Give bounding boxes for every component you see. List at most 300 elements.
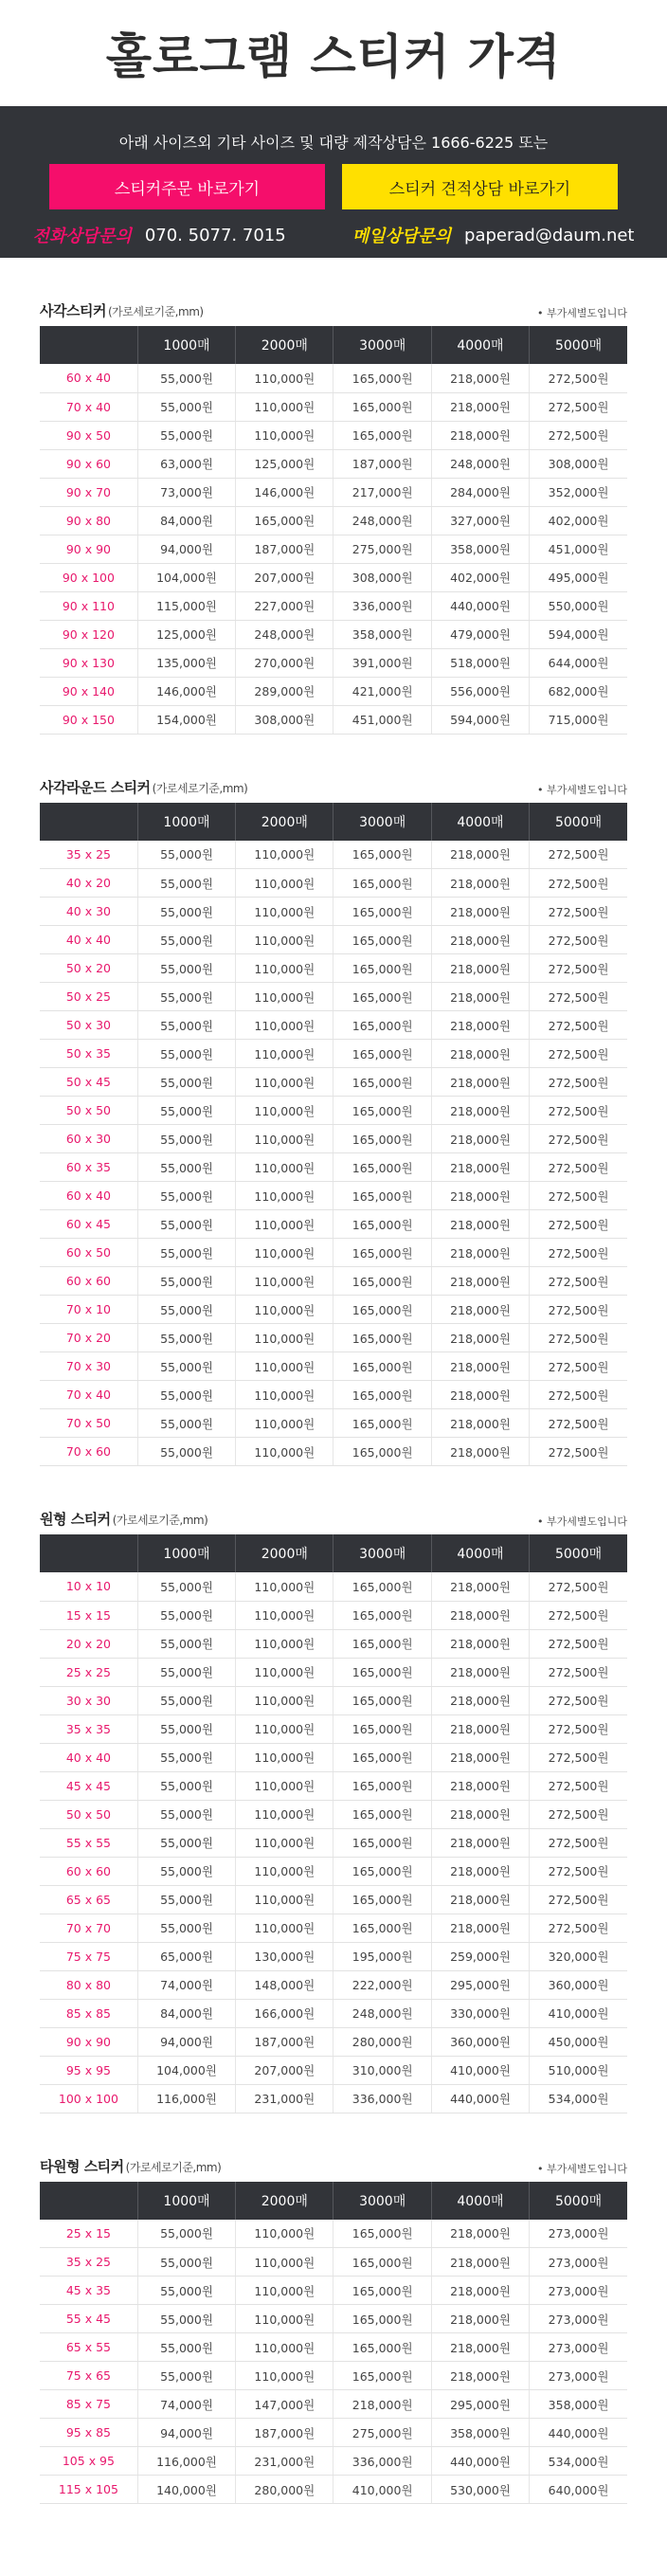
price-cell: 130,000원 xyxy=(236,1942,334,1970)
price-cell: 272,500원 xyxy=(530,1409,627,1438)
price-cell: 110,000원 xyxy=(236,1182,334,1210)
table-header-row xyxy=(40,326,627,364)
table-row xyxy=(40,1381,627,1409)
price-cell: 272,500원 xyxy=(530,1885,627,1914)
table-row xyxy=(40,1097,627,1125)
price-cell: 110,000원 xyxy=(236,898,334,926)
price-cell: 640,000원 xyxy=(530,2476,627,2504)
size-cell: 35 x 25 xyxy=(40,2248,137,2277)
header-cell-size xyxy=(40,326,137,364)
table-row xyxy=(40,1125,627,1153)
price-cell: 55,000원 xyxy=(137,1857,235,1885)
price-cell: 165,000원 xyxy=(334,2305,431,2333)
price-cell: 110,000원 xyxy=(236,1239,334,1267)
price-cell: 218,000원 xyxy=(431,1658,529,1686)
price-cell: 534,000원 xyxy=(530,2447,627,2476)
price-cell: 55,000원 xyxy=(137,1097,235,1125)
header-cell-quantity: 3000매 xyxy=(334,326,431,364)
price-cell: 352,000원 xyxy=(530,478,627,506)
price-cell: 165,000원 xyxy=(334,1182,431,1210)
price-cell: 94,000원 xyxy=(137,2419,235,2447)
price-cell: 165,000원 xyxy=(334,1658,431,1686)
price-cell: 165,000원 xyxy=(334,1153,431,1182)
price-cell: 272,500원 xyxy=(530,421,627,449)
price-cell: 451,000원 xyxy=(334,705,431,734)
price-cell: 165,000원 xyxy=(334,1885,431,1914)
header-cell-quantity: 4000매 xyxy=(431,326,529,364)
price-cell: 272,500원 xyxy=(530,1914,627,1942)
price-cell: 55,000원 xyxy=(137,926,235,954)
size-cell: 50 x 45 xyxy=(40,1068,137,1097)
price-cell: 402,000원 xyxy=(431,563,529,591)
table-row xyxy=(40,2390,627,2419)
price-cell: 410,000원 xyxy=(431,2056,529,2084)
size-cell: 50 x 50 xyxy=(40,1097,137,1125)
price-cell: 55,000원 xyxy=(137,1352,235,1381)
price-cell: 165,000원 xyxy=(334,1068,431,1097)
size-cell: 10 x 10 xyxy=(40,1572,137,1601)
price-cell: 165,000원 xyxy=(334,1239,431,1267)
table-row xyxy=(40,506,627,535)
table-row xyxy=(40,2476,627,2504)
size-cell: 40 x 40 xyxy=(40,926,137,954)
table-row xyxy=(40,1771,627,1800)
price-cell: 336,000원 xyxy=(334,2447,431,2476)
table-row xyxy=(40,954,627,983)
size-cell: 40 x 30 xyxy=(40,898,137,926)
price-cell: 165,000원 xyxy=(334,1828,431,1857)
price-cell: 218,000원 xyxy=(431,954,529,983)
price-cell: 55,000원 xyxy=(137,1771,235,1800)
price-cell: 218,000원 xyxy=(431,1068,529,1097)
price-cell: 272,500원 xyxy=(530,954,627,983)
header-cell-quantity: 3000매 xyxy=(334,1534,431,1572)
size-cell: 60 x 35 xyxy=(40,1153,137,1182)
table-row xyxy=(40,2220,627,2248)
price-cell: 308,000원 xyxy=(236,705,334,734)
price-cell: 358,000원 xyxy=(431,2419,529,2447)
price-cell: 218,000원 xyxy=(431,392,529,421)
price-cell: 110,000원 xyxy=(236,2362,334,2390)
size-cell: 95 x 95 xyxy=(40,2056,137,2084)
email-label: 메일상담문의 xyxy=(352,227,452,246)
price-cell: 110,000원 xyxy=(236,1572,334,1601)
price-cell: 110,000원 xyxy=(236,2333,334,2362)
size-cell: 60 x 60 xyxy=(40,1267,137,1296)
table-row xyxy=(40,1999,627,2027)
price-cell: 55,000원 xyxy=(137,1011,235,1040)
size-cell: 60 x 40 xyxy=(40,364,137,392)
contact-info xyxy=(0,223,667,247)
price-cell: 154,000원 xyxy=(137,705,235,734)
price-cell: 218,000원 xyxy=(431,1040,529,1068)
size-cell: 35 x 25 xyxy=(40,841,137,869)
price-cell: 166,000원 xyxy=(236,1999,334,2027)
size-cell: 35 x 35 xyxy=(40,1714,137,1743)
price-cell: 165,000원 xyxy=(334,1857,431,1885)
price-cell: 55,000원 xyxy=(137,2248,235,2277)
price-cell: 165,000원 xyxy=(334,1714,431,1743)
price-cell: 360,000원 xyxy=(431,2027,529,2056)
price-cell: 272,500원 xyxy=(530,983,627,1011)
price-cell: 110,000원 xyxy=(236,954,334,983)
price-cell: 218,000원 xyxy=(431,1885,529,1914)
price-cell: 110,000원 xyxy=(236,2248,334,2277)
size-cell: 70 x 30 xyxy=(40,1352,137,1381)
price-cell: 327,000원 xyxy=(431,506,529,535)
price-cell: 272,500원 xyxy=(530,1040,627,1068)
price-cell: 55,000원 xyxy=(137,1438,235,1466)
price-section xyxy=(0,1466,667,2113)
price-cell: 218,000원 xyxy=(431,983,529,1011)
table-row xyxy=(40,2333,627,2362)
header-cell-quantity: 4000매 xyxy=(431,1534,529,1572)
table-row xyxy=(40,563,627,591)
size-cell: 65 x 55 xyxy=(40,2333,137,2362)
size-cell: 60 x 30 xyxy=(40,1125,137,1153)
price-cell: 115,000원 xyxy=(137,591,235,620)
table-row xyxy=(40,1914,627,1942)
table-row xyxy=(40,648,627,677)
section-title-text: 원형 스티커 xyxy=(40,1511,111,1528)
price-cell: 272,500원 xyxy=(530,1771,627,1800)
size-cell: 20 x 20 xyxy=(40,1629,137,1658)
price-cell: 410,000원 xyxy=(530,1999,627,2027)
vat-note: • 부가세별도입니다 xyxy=(537,783,627,796)
price-cell: 55,000원 xyxy=(137,2333,235,2362)
price-cell: 272,500원 xyxy=(530,1210,627,1239)
header-cell-quantity: 2000매 xyxy=(236,326,334,364)
price-cell: 218,000원 xyxy=(431,1352,529,1381)
price-cell: 272,500원 xyxy=(530,1381,627,1409)
size-cell: 25 x 15 xyxy=(40,2220,137,2248)
price-cell: 165,000원 xyxy=(334,1409,431,1438)
price-cell: 110,000원 xyxy=(236,2220,334,2248)
table-row xyxy=(40,2056,627,2084)
table-row xyxy=(40,1686,627,1714)
price-cell: 231,000원 xyxy=(236,2084,334,2113)
price-cell: 55,000원 xyxy=(137,1409,235,1438)
section-title xyxy=(40,300,204,320)
price-cell: 217,000원 xyxy=(334,478,431,506)
price-cell: 110,000원 xyxy=(236,1828,334,1857)
size-cell: 70 x 40 xyxy=(40,1381,137,1409)
price-cell: 148,000원 xyxy=(236,1970,334,1999)
price-cell: 248,000원 xyxy=(236,620,334,648)
price-cell: 55,000원 xyxy=(137,2220,235,2248)
price-cell: 55,000원 xyxy=(137,898,235,926)
price-cell: 272,500원 xyxy=(530,1857,627,1885)
size-cell: 60 x 60 xyxy=(40,1857,137,1885)
table-header-row xyxy=(40,803,627,841)
price-cell: 280,000원 xyxy=(334,2027,431,2056)
price-cell: 125,000원 xyxy=(236,449,334,478)
size-cell: 90 x 80 xyxy=(40,506,137,535)
price-cell: 55,000원 xyxy=(137,1381,235,1409)
price-cell: 272,500원 xyxy=(530,1686,627,1714)
phone-number[interactable]: 070. 5077. 7015 xyxy=(144,225,286,245)
price-cell: 556,000원 xyxy=(431,677,529,705)
price-cell: 110,000원 xyxy=(236,1601,334,1629)
table-row xyxy=(40,1210,627,1239)
price-cell: 273,000원 xyxy=(530,2248,627,2277)
price-cell: 165,000원 xyxy=(334,1438,431,1466)
size-cell: 90 x 70 xyxy=(40,478,137,506)
price-cell: 218,000원 xyxy=(431,898,529,926)
price-cell: 308,000원 xyxy=(334,563,431,591)
table-row xyxy=(40,620,627,648)
price-cell: 218,000원 xyxy=(431,926,529,954)
header-cell-quantity: 4000매 xyxy=(431,803,529,841)
price-cell: 218,000원 xyxy=(431,2220,529,2248)
price-cell: 165,000원 xyxy=(334,1914,431,1942)
header-cell-quantity: 2000매 xyxy=(236,1534,334,1572)
price-cell: 272,500원 xyxy=(530,1629,627,1658)
price-cell: 165,000원 xyxy=(334,2362,431,2390)
price-cell: 110,000원 xyxy=(236,1011,334,1040)
price-cell: 55,000원 xyxy=(137,1267,235,1296)
price-cell: 55,000원 xyxy=(137,1601,235,1629)
price-cell: 165,000원 xyxy=(334,1097,431,1125)
price-cell: 73,000원 xyxy=(137,478,235,506)
sticker-order-button[interactable]: 스티커주문 바로가기 xyxy=(49,164,325,209)
price-cell: 272,500원 xyxy=(530,1658,627,1686)
price-cell: 272,500원 xyxy=(530,1239,627,1267)
price-cell: 248,000원 xyxy=(431,449,529,478)
size-cell: 15 x 15 xyxy=(40,1601,137,1629)
price-cell: 55,000원 xyxy=(137,2277,235,2305)
section-title-text: 사각라운드 스티커 xyxy=(40,778,151,796)
page-title: 홀로그램 스티커 가격 xyxy=(105,29,562,84)
price-cell: 55,000원 xyxy=(137,1296,235,1324)
price-cell: 218,000원 xyxy=(431,1800,529,1828)
price-cell: 165,000원 xyxy=(334,1125,431,1153)
size-cell: 90 x 60 xyxy=(40,449,137,478)
price-cell: 55,000원 xyxy=(137,1182,235,1210)
price-cell: 450,000원 xyxy=(530,2027,627,2056)
price-cell: 187,000원 xyxy=(236,2419,334,2447)
price-cell: 116,000원 xyxy=(137,2447,235,2476)
price-cell: 218,000원 xyxy=(431,1743,529,1771)
price-cell: 336,000원 xyxy=(334,2084,431,2113)
price-cell: 165,000원 xyxy=(334,1267,431,1296)
table-row xyxy=(40,898,627,926)
price-cell: 165,000원 xyxy=(334,926,431,954)
header-cell-size xyxy=(40,803,137,841)
table-row xyxy=(40,869,627,898)
table-row xyxy=(40,2447,627,2476)
price-cell: 94,000원 xyxy=(137,2027,235,2056)
phone-info xyxy=(32,223,285,247)
price-cell: 218,000원 xyxy=(431,1686,529,1714)
price-cell: 55,000원 xyxy=(137,364,235,392)
price-cell: 110,000원 xyxy=(236,1800,334,1828)
size-cell: 90 x 120 xyxy=(40,620,137,648)
price-cell: 165,000원 xyxy=(334,2333,431,2362)
price-cell: 110,000원 xyxy=(236,421,334,449)
price-cell: 272,500원 xyxy=(530,1296,627,1324)
size-cell: 90 x 90 xyxy=(40,2027,137,2056)
table-row xyxy=(40,841,627,869)
price-table xyxy=(40,1534,627,2113)
price-cell: 165,000원 xyxy=(334,1210,431,1239)
price-cell: 110,000원 xyxy=(236,1210,334,1239)
price-cell: 451,000원 xyxy=(530,535,627,563)
price-cell: 272,500원 xyxy=(530,1601,627,1629)
section-header xyxy=(40,2113,627,2182)
price-cell: 272,500원 xyxy=(530,392,627,421)
price-cell: 110,000원 xyxy=(236,1296,334,1324)
price-cell: 110,000원 xyxy=(236,1885,334,1914)
price-cell: 110,000원 xyxy=(236,1438,334,1466)
price-cell: 218,000원 xyxy=(431,1296,529,1324)
price-cell: 272,500원 xyxy=(530,1743,627,1771)
vat-note: • 부가세별도입니다 xyxy=(537,2162,627,2175)
price-cell: 110,000원 xyxy=(236,1409,334,1438)
table-row xyxy=(40,705,627,734)
price-cell: 273,000원 xyxy=(530,2220,627,2248)
price-cell: 218,000원 xyxy=(431,1239,529,1267)
price-cell: 330,000원 xyxy=(431,1999,529,2027)
price-cell: 165,000원 xyxy=(334,2248,431,2277)
price-cell: 165,000원 xyxy=(334,1686,431,1714)
contact-buttons xyxy=(0,164,667,209)
price-cell: 273,000원 xyxy=(530,2362,627,2390)
size-cell: 80 x 80 xyxy=(40,1970,137,1999)
price-cell: 110,000원 xyxy=(236,1686,334,1714)
size-cell: 70 x 50 xyxy=(40,1409,137,1438)
price-cell: 94,000원 xyxy=(137,535,235,563)
price-cell: 146,000원 xyxy=(137,677,235,705)
price-cell: 272,500원 xyxy=(530,364,627,392)
price-cell: 110,000원 xyxy=(236,1153,334,1182)
price-cell: 110,000원 xyxy=(236,1324,334,1352)
size-cell: 50 x 35 xyxy=(40,1040,137,1068)
price-cell: 135,000원 xyxy=(137,648,235,677)
price-cell: 270,000원 xyxy=(236,648,334,677)
size-cell: 40 x 20 xyxy=(40,869,137,898)
price-cell: 55,000원 xyxy=(137,1572,235,1601)
price-cell: 110,000원 xyxy=(236,1068,334,1097)
price-cell: 165,000원 xyxy=(334,1296,431,1324)
price-cell: 218,000원 xyxy=(431,1714,529,1743)
price-cell: 272,500원 xyxy=(530,1068,627,1097)
price-cell: 440,000원 xyxy=(530,2419,627,2447)
table-row xyxy=(40,1068,627,1097)
price-cell: 165,000원 xyxy=(334,1040,431,1068)
price-cell: 104,000원 xyxy=(137,563,235,591)
header-cell-quantity: 1000매 xyxy=(137,1534,235,1572)
page-footer-space xyxy=(0,2504,667,2542)
size-cell: 55 x 55 xyxy=(40,1828,137,1857)
table-row xyxy=(40,1352,627,1381)
price-cell: 218,000원 xyxy=(431,2333,529,2362)
price-cell: 295,000원 xyxy=(431,2390,529,2419)
sticker-quote-button[interactable]: 스티커 견적상담 바로가기 xyxy=(342,164,618,209)
price-cell: 165,000원 xyxy=(334,869,431,898)
price-cell: 495,000원 xyxy=(530,563,627,591)
table-row xyxy=(40,1800,627,1828)
price-section xyxy=(0,735,667,1467)
size-cell: 90 x 110 xyxy=(40,591,137,620)
price-cell: 360,000원 xyxy=(530,1970,627,1999)
table-row xyxy=(40,983,627,1011)
price-cell: 165,000원 xyxy=(334,983,431,1011)
section-header xyxy=(40,735,627,803)
price-cell: 110,000원 xyxy=(236,1097,334,1125)
size-cell: 105 x 95 xyxy=(40,2447,137,2476)
price-cell: 147,000원 xyxy=(236,2390,334,2419)
table-row xyxy=(40,2277,627,2305)
price-cell: 272,500원 xyxy=(530,1438,627,1466)
table-row xyxy=(40,677,627,705)
size-cell: 45 x 35 xyxy=(40,2277,137,2305)
page-header xyxy=(0,0,667,106)
price-cell: 55,000원 xyxy=(137,869,235,898)
price-cell: 218,000원 xyxy=(431,1771,529,1800)
price-cell: 74,000원 xyxy=(137,1970,235,1999)
price-cell: 273,000원 xyxy=(530,2305,627,2333)
size-cell: 90 x 150 xyxy=(40,705,137,734)
price-cell: 479,000원 xyxy=(431,620,529,648)
price-cell: 165,000원 xyxy=(334,1324,431,1352)
price-cell: 272,500원 xyxy=(530,1324,627,1352)
price-cell: 218,000원 xyxy=(431,1125,529,1153)
size-cell: 85 x 75 xyxy=(40,2390,137,2419)
price-cell: 110,000원 xyxy=(236,2305,334,2333)
price-cell: 227,000원 xyxy=(236,591,334,620)
price-section xyxy=(0,2113,667,2505)
price-cell: 594,000원 xyxy=(530,620,627,648)
price-cell: 218,000원 xyxy=(431,1857,529,1885)
price-cell: 165,000원 xyxy=(334,1629,431,1658)
email-address[interactable]: paperad@daum.net xyxy=(464,225,635,245)
price-cell: 594,000원 xyxy=(431,705,529,734)
size-cell: 90 x 90 xyxy=(40,535,137,563)
price-cell: 273,000원 xyxy=(530,2333,627,2362)
price-cell: 259,000원 xyxy=(431,1942,529,1970)
table-row xyxy=(40,449,627,478)
table-row xyxy=(40,1658,627,1686)
header-cell-quantity: 5000매 xyxy=(530,803,627,841)
price-cell: 165,000원 xyxy=(334,1572,431,1601)
size-cell: 115 x 105 xyxy=(40,2476,137,2504)
price-cell: 110,000원 xyxy=(236,841,334,869)
size-cell: 50 x 30 xyxy=(40,1011,137,1040)
price-cell: 55,000원 xyxy=(137,1743,235,1771)
size-cell: 70 x 40 xyxy=(40,392,137,421)
contact-headline: 아래 사이즈외 기타 사이즈 및 대량 제작상담은 1666-6225 또는 xyxy=(118,134,549,152)
size-cell: 100 x 100 xyxy=(40,2084,137,2113)
size-cell: 65 x 65 xyxy=(40,1885,137,1914)
price-cell: 320,000원 xyxy=(530,1942,627,1970)
price-cell: 165,000원 xyxy=(334,1352,431,1381)
size-cell: 95 x 85 xyxy=(40,2419,137,2447)
price-cell: 440,000원 xyxy=(431,2447,529,2476)
header-cell-size xyxy=(40,1534,137,1572)
price-cell: 272,500원 xyxy=(530,1267,627,1296)
price-cell: 218,000원 xyxy=(431,421,529,449)
price-cell: 110,000원 xyxy=(236,1714,334,1743)
price-cell: 440,000원 xyxy=(431,591,529,620)
price-cell: 275,000원 xyxy=(334,2419,431,2447)
price-cell: 165,000원 xyxy=(334,1771,431,1800)
size-cell: 70 x 60 xyxy=(40,1438,137,1466)
price-cell: 110,000원 xyxy=(236,1125,334,1153)
price-cell: 55,000원 xyxy=(137,1686,235,1714)
table-header-row xyxy=(40,2182,627,2220)
size-cell: 70 x 20 xyxy=(40,1324,137,1352)
